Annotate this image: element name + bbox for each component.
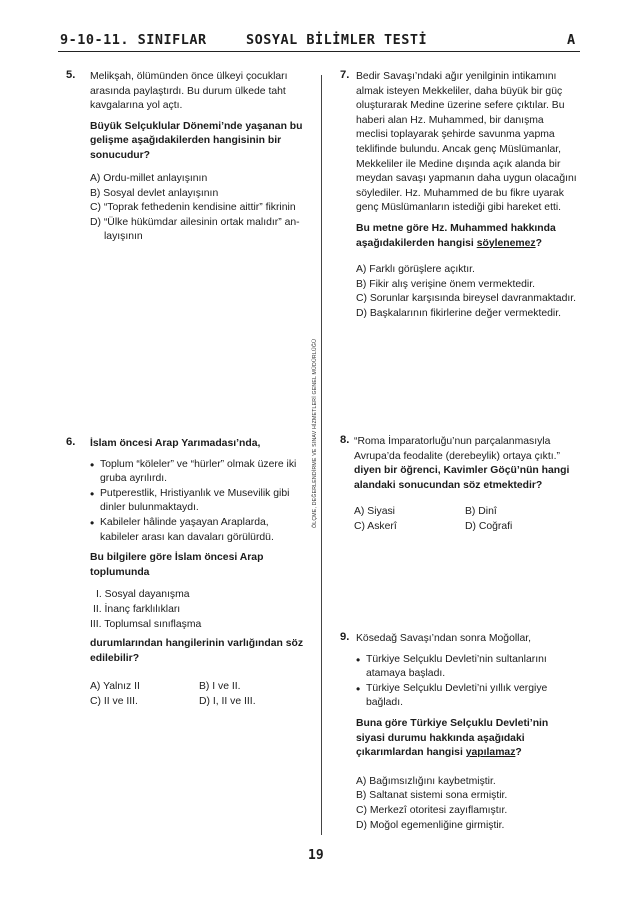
q7-question-text: Bu metne göre Hz. Muhammed hakkında aşağıdakilerden hangisi bbox=[356, 222, 556, 249]
q7-option-c[interactable]: C) Sorunlar karşısında bireysel davranmaktadır. bbox=[356, 293, 577, 305]
header-booklet-type: A bbox=[567, 32, 576, 48]
q6-option-d[interactable]: D) I, II ve III. bbox=[199, 695, 256, 707]
q8-option-c[interactable]: C) Askerî bbox=[354, 520, 397, 532]
q6-statement-3: III. Toplumsal sınıflaşma bbox=[90, 618, 202, 630]
q6-bullet-1: • Toplum “köleler” ve “hürler” olmak üzere iki gruba ayrılırdı. bbox=[90, 458, 308, 487]
header-grade-level: 9-10-11. SINIFLAR bbox=[60, 32, 207, 48]
q9-bullet-1: • Türkiye Selçuklu Devleti’nin sultanlarını atamaya başladı. bbox=[356, 653, 578, 682]
q8-options bbox=[354, 505, 576, 534]
question-8 bbox=[354, 435, 576, 535]
q5-question: Büyük Selçuklular Dönemi’nde yaşanan bu gelişme aşağıdakilerden hangisinin bir sonucudur? bbox=[90, 120, 303, 161]
q9-question-negation: yapılamaz bbox=[465, 747, 516, 759]
q5-option-d-continued: layışının bbox=[104, 231, 143, 243]
q9-option-a[interactable]: A) Bağımsızlığını kaybetmiştir. bbox=[356, 775, 496, 787]
q8-question: diyen bir öğrenci, Kavimler Göçü’nün hangi alandaki sonucundan söz etmektedir? bbox=[354, 465, 570, 491]
q7-question-negation: söylenemez bbox=[476, 237, 536, 249]
q7-option-a[interactable]: A) Farklı görüşlere açıktır. bbox=[356, 264, 475, 276]
q6-bullet-2: • Putperestlik, Hristiyanlık ve Musevilik gibi dinler bulunmaktaydı. bbox=[90, 487, 308, 516]
q7-stem: Bedir Savaşı’ndaki ağır yenilginin intikamını almak isteyen Mekkeliler, daha büyük bir güç oluşturarak Medine üzerine sefere çıktılar. Bu haberi alan Hz. Muhammed, bir danışma meclisi toplayarak şehirde savunma yapma teklifinde bulundu. Ancak genç Müslümanlar, Mekkeliler ile Medine dışında açık alanda bir meydan savaşı yapmanın daha uygun olacağını söylediler. Hz. Muhammed de bu fikre uyarak genç Müslümanların istediği gibi hareket etti. bbox=[356, 71, 577, 214]
q6-bullet-3: • Kabileler hâlinde yaşayan Araplarda, kabileler arası kan davaları görülürdü. bbox=[90, 516, 308, 545]
question-9 bbox=[356, 632, 578, 833]
question-6 bbox=[90, 437, 308, 710]
q7-options bbox=[356, 263, 578, 321]
q6-statement-1: I. Sosyal dayanışma bbox=[96, 589, 190, 601]
q9-question-mark: ? bbox=[515, 747, 522, 759]
q5-options bbox=[90, 172, 310, 245]
q6-question-cont: durumlarından hangilerinin varlığından söz edilebilir? bbox=[90, 638, 304, 664]
q5-option-b[interactable]: B) Sosyal devlet anlayışının bbox=[90, 187, 219, 199]
q5-stem: Melikşah, ölümünden önce ülkeyi çocukları arasında paylaştırdı. Bu durum ülkede taht kavgalarına yol açtı. bbox=[90, 71, 288, 112]
q9-question bbox=[356, 717, 578, 761]
q9-options bbox=[356, 775, 578, 833]
q6-number: 6. bbox=[66, 436, 76, 448]
q7-question-mark: ? bbox=[535, 237, 542, 249]
q8-option-d[interactable]: D) Coğrafi bbox=[465, 520, 513, 532]
q9-bullet-2: • Türkiye Selçuklu Devleti’ni yıllık vergiye bağladı. bbox=[356, 682, 578, 711]
q7-option-b[interactable]: B) Fikir alış verişine önem vermektedir. bbox=[356, 278, 535, 290]
q6-question: Bu bilgilere göre İslam öncesi Arap toplumunda bbox=[90, 552, 264, 578]
q8-number: 8. bbox=[340, 434, 350, 446]
q9-stem: Kösedağ Savaşı’ndan sonra Moğollar, bbox=[356, 633, 532, 644]
q9-number: 9. bbox=[340, 631, 350, 643]
q9-option-d[interactable]: D) Moğol egemenliğine girmiştir. bbox=[356, 819, 505, 831]
q6-stem: İslam öncesi Arap Yarımadası’nda, bbox=[90, 438, 261, 449]
q6-options bbox=[90, 680, 308, 709]
header-rule bbox=[58, 51, 580, 52]
side-publisher-text: ÖLÇME, DEĞERLENDİRME VE SINAV HİZMETLERİ GENEL MÜDÜRLÜĞÜ bbox=[312, 338, 318, 528]
q8-option-a[interactable]: A) Siyasi bbox=[354, 506, 395, 518]
page-number: 19 bbox=[308, 848, 324, 863]
q9-question-text: Buna göre Türkiye Selçuklu Devleti’nin siyasi durumu hakkında aşağıdaki çıkarımlardan hangisi bbox=[356, 717, 549, 759]
q5-option-c[interactable]: C) “Toprak fethedenin kendisine aittir” fikrinin bbox=[90, 202, 296, 214]
q7-question bbox=[356, 222, 578, 251]
q5-option-d[interactable]: D) “Ülke hükümdar ailesinin ortak malıdır” an- bbox=[90, 216, 300, 228]
q7-number: 7. bbox=[340, 69, 350, 81]
q6-option-c[interactable]: C) II ve III. bbox=[90, 695, 138, 707]
q8-stem: “Roma İmparatorluğu’nun parçalanmasıyla Avrupa’da feodalite (derebeylik) ortaya çıktı.” bbox=[354, 436, 560, 462]
q6-bullet-list bbox=[90, 458, 308, 546]
column-divider bbox=[321, 75, 322, 835]
q9-option-b[interactable]: B) Saltanat sistemi sona ermiştir. bbox=[356, 790, 508, 802]
q6-option-a[interactable]: A) Yalnız II bbox=[90, 681, 140, 693]
q6-statement-list bbox=[90, 588, 308, 632]
q7-option-d[interactable]: D) Başkalarının fikirlerine değer vermektedir. bbox=[356, 307, 562, 319]
q5-option-a[interactable]: A) Ordu-millet anlayışının bbox=[90, 173, 208, 184]
q5-number: 5. bbox=[66, 69, 76, 81]
q6-statement-2: II. İnanç farklılıkları bbox=[93, 603, 181, 615]
q6-option-b[interactable]: B) I ve II. bbox=[199, 681, 241, 693]
q9-option-c[interactable]: C) Merkezî otoritesi zayıflamıştır. bbox=[356, 804, 508, 816]
q8-option-b[interactable]: B) Dinî bbox=[465, 506, 497, 518]
header-test-title: SOSYAL BİLİMLER TESTİ bbox=[246, 32, 428, 48]
q9-bullet-list bbox=[356, 653, 578, 711]
question-5 bbox=[90, 70, 304, 164]
question-7 bbox=[356, 70, 578, 322]
